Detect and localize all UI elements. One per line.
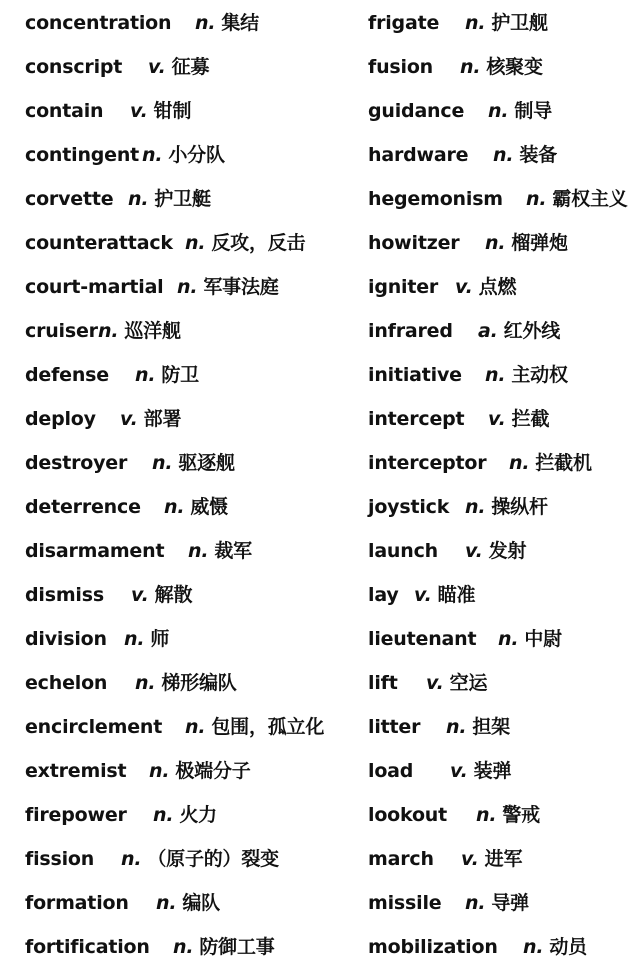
vocab-entry [368,184,628,214]
vocab-word: contain [25,100,104,122]
part-of-speech: n. [195,12,216,34]
vocab-meaning: 梯形编队 [161,672,237,694]
part-of-speech: v. [130,100,148,122]
vocab-word: disarmament [25,540,165,562]
part-of-speech: n. [152,452,173,474]
vocab-meaning: 防御工事 [199,936,275,958]
vocab-meaning: 导弹 [491,892,529,914]
part-of-speech: v. [414,584,432,606]
part-of-speech: n. [493,144,514,166]
vocab-word: lieutenant [368,628,477,650]
vocab-word: fortification [25,936,150,958]
part-of-speech: v. [465,540,483,562]
vocab-meaning: （原子的）裂变 [147,848,279,870]
part-of-speech: n. [446,716,467,738]
vocab-entry [25,624,169,654]
vocab-word: extremist [25,760,127,782]
vocab-word: guidance [368,100,465,122]
vocab-meaning: 小分队 [168,144,225,166]
part-of-speech: n. [128,188,149,210]
vocab-meaning: 防卫 [161,364,199,386]
vocab-word: dismiss [25,584,104,606]
part-of-speech: n. [465,892,486,914]
part-of-speech: n. [149,760,170,782]
vocab-word: launch [368,540,438,562]
vocab-word: hegemonism [368,188,503,210]
vocab-entry [368,404,549,434]
vocab-meaning: 操纵杆 [491,496,548,518]
vocab-meaning: 师 [150,628,170,650]
vocab-word: frigate [368,12,440,34]
vocab-entry [368,844,522,874]
vocab-meaning: 瞄准 [437,584,476,606]
vocab-entry [368,624,562,654]
vocab-word: intercept [368,408,465,430]
part-of-speech: n. [476,804,497,826]
part-of-speech: n. [173,936,194,958]
vocab-meaning: 裁军 [214,540,252,562]
vocab-word: encirclement [25,716,163,738]
part-of-speech: n. [121,848,142,870]
vocab-entry [368,448,592,478]
vocab-entry [25,360,199,390]
vocab-word: lift [368,672,398,694]
vocab-meaning: 装备 [519,144,557,166]
vocab-entry [25,800,217,830]
vocab-entry [368,228,568,258]
vocab-meaning: 进军 [484,848,523,870]
part-of-speech: v. [148,56,166,78]
vocab-word: missile [368,892,442,914]
part-of-speech: v. [488,408,506,430]
vocab-entry [368,8,548,38]
vocab-entry [368,316,560,346]
vocab-meaning: 火力 [179,804,217,826]
part-of-speech: n. [142,144,163,166]
vocab-entry [368,756,511,786]
vocab-entry [368,580,475,610]
part-of-speech: n. [135,364,156,386]
vocab-meaning: 极端分子 [175,760,251,782]
vocab-meaning: 巡洋舰 [124,320,181,342]
part-of-speech: n. [98,320,119,342]
vocab-word: defense [25,364,109,386]
vocab-word: infrared [368,320,453,342]
vocab-meaning: 核聚变 [486,56,543,78]
vocab-word: corvette [25,188,114,210]
part-of-speech: v. [450,760,468,782]
vocab-meaning: 拦截机 [535,452,592,474]
vocab-word: contingent [25,144,140,166]
vocab-meaning: 驱逐舰 [178,452,235,474]
vocab-entry [368,360,568,390]
part-of-speech: v. [131,584,149,606]
vocab-meaning: 解散 [154,584,193,606]
vocab-entry [25,228,305,258]
vocab-word: interceptor [368,452,487,474]
vocab-word: division [25,628,107,650]
vocab-word: court-martial [25,276,164,298]
vocab-word: march [368,848,434,870]
vocab-word: deploy [25,408,96,430]
vocab-entry [25,96,191,126]
vocab-entry [25,52,209,82]
vocab-word: igniter [368,276,439,298]
part-of-speech: n. [498,628,519,650]
vocab-word: echelon [25,672,108,694]
part-of-speech: n. [124,628,145,650]
vocab-word: hardware [368,144,469,166]
part-of-speech: v. [120,408,138,430]
vocab-entry [25,844,279,874]
vocab-meaning: 制导 [514,100,552,122]
part-of-speech: n. [156,892,177,914]
vocab-meaning: 护卫舰 [491,12,548,34]
vocab-entry [368,800,540,830]
part-of-speech: n. [526,188,547,210]
vocab-entry [368,712,510,742]
vocab-word: fission [25,848,95,870]
part-of-speech: v. [455,276,473,298]
vocab-meaning: 霸权主义 [552,188,628,210]
vocab-entry [368,668,487,698]
vocab-entry [25,316,181,346]
vocab-entry [368,52,543,82]
vocab-meaning: 反攻，反击 [211,232,306,254]
vocab-entry [368,888,529,918]
vocab-entry [25,448,235,478]
vocab-meaning: 警戒 [502,804,540,826]
vocab-entry [25,8,259,38]
vocab-word: firepower [25,804,127,826]
vocab-meaning: 红外线 [503,320,561,342]
part-of-speech: n. [460,56,481,78]
vocab-entry [25,888,220,918]
vocab-meaning: 护卫艇 [154,188,211,210]
vocab-entry [25,140,225,170]
vocab-word: destroyer [25,452,128,474]
part-of-speech: n. [465,496,486,518]
vocab-meaning: 中尉 [524,628,562,650]
part-of-speech: n. [509,452,530,474]
part-of-speech: n. [153,804,174,826]
vocab-entry [368,536,526,566]
vocab-word: lookout [368,804,448,826]
vocab-meaning: 点燃 [478,276,517,298]
vocab-entry [368,140,557,170]
vocab-meaning: 主动权 [511,364,568,386]
vocab-meaning: 钳制 [153,100,192,122]
vocab-word: load [368,760,414,782]
vocab-meaning: 征募 [171,56,210,78]
vocab-word: joystick [368,496,450,518]
part-of-speech: n. [485,232,506,254]
part-of-speech: n. [177,276,198,298]
vocab-word: howitzer [368,232,460,254]
vocab-word: formation [25,892,129,914]
vocab-entry [25,272,279,302]
vocab-meaning: 榴弹炮 [511,232,568,254]
part-of-speech: v. [461,848,479,870]
vocab-meaning: 包围，孤立化 [211,716,325,738]
vocab-entry [25,492,228,522]
vocab-meaning: 部署 [143,408,182,430]
vocab-word: conscript [25,56,123,78]
vocab-entry [25,404,181,434]
vocab-word: counterattack [25,232,173,254]
part-of-speech: n. [523,936,544,958]
vocab-meaning: 拦截 [511,408,550,430]
vocab-entry [368,96,552,126]
vocab-meaning: 威慑 [190,496,228,518]
part-of-speech: n. [488,100,509,122]
part-of-speech: n. [185,716,206,738]
vocab-entry [25,536,252,566]
part-of-speech: n. [485,364,506,386]
vocab-entry [368,932,587,962]
vocab-meaning: 集结 [221,12,259,34]
vocab-meaning: 动员 [549,936,587,958]
vocab-word: cruiser [25,320,98,342]
vocab-entry [368,272,516,302]
part-of-speech: n. [188,540,209,562]
vocab-word: fusion [368,56,433,78]
part-of-speech: a. [478,320,498,342]
vocab-word: initiative [368,364,462,386]
vocab-entry [25,712,324,742]
vocab-entry [25,580,192,610]
vocab-meaning: 编队 [182,892,220,914]
vocab-entry [25,756,251,786]
part-of-speech: n. [185,232,206,254]
vocab-word: deterrence [25,496,141,518]
vocab-meaning: 空运 [449,672,488,694]
vocab-word: mobilization [368,936,498,958]
part-of-speech: n. [164,496,185,518]
vocab-entry [368,492,548,522]
vocab-word: litter [368,716,421,738]
part-of-speech: n. [135,672,156,694]
vocab-word: lay [368,584,399,606]
vocab-meaning: 担架 [472,716,510,738]
vocab-entry [25,184,211,214]
vocab-entry [25,668,237,698]
vocab-entry [25,932,275,962]
vocab-meaning: 装弹 [473,760,512,782]
vocab-meaning: 军事法庭 [203,276,279,298]
part-of-speech: n. [465,12,486,34]
vocab-meaning: 发射 [488,540,527,562]
part-of-speech: v. [426,672,444,694]
vocab-word: concentration [25,12,172,34]
